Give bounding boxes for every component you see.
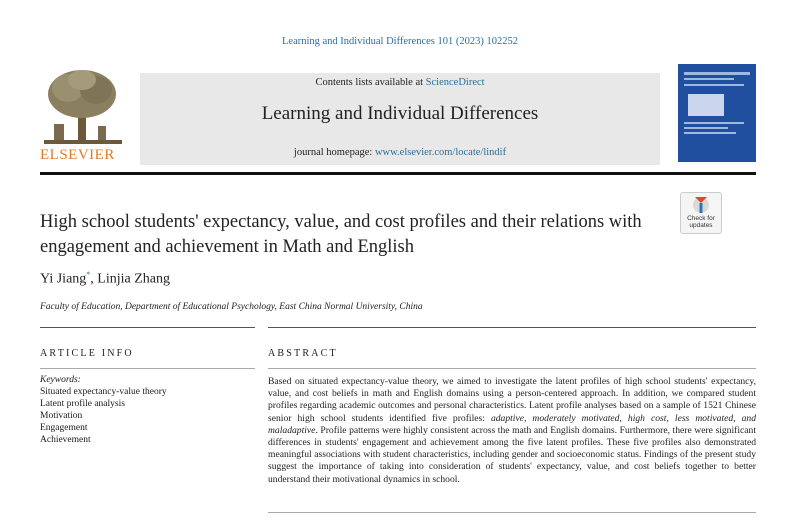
- keyword-item: Engagement: [40, 423, 88, 433]
- keywords-label: Keywords:: [40, 375, 81, 385]
- article-info-divider: [40, 368, 255, 369]
- author-affiliation: Faculty of Education, Department of Educational Psychology, East China Normal University, China: [40, 302, 423, 312]
- check-for-updates-badge[interactable]: [680, 192, 722, 234]
- author-linjia-zhang[interactable]: Linjia Zhang: [97, 271, 170, 287]
- keyword-item: Motivation: [40, 411, 83, 421]
- journal-homepage-link[interactable]: www.elsevier.com/locate/lindif: [374, 147, 507, 158]
- crossmark-label-line2: updates: [689, 222, 713, 229]
- keywords-block: [40, 374, 255, 446]
- crossmark-label-line1: Check for: [687, 215, 715, 222]
- author-separator: ,: [90, 271, 98, 287]
- publisher-name: ELSEVIER: [40, 147, 115, 163]
- keyword-item: Achievement: [40, 435, 91, 445]
- abstract-text: [268, 376, 756, 486]
- homepage-prefix: journal homepage:: [293, 147, 375, 158]
- corresponding-author-mark[interactable]: *: [86, 270, 91, 279]
- journal-cover-thumbnail[interactable]: [678, 64, 756, 162]
- elsevier-tree-logo: [40, 68, 126, 164]
- abstract-bottom-rule: [268, 512, 756, 513]
- contents-line: [140, 77, 660, 88]
- masthead-divider: [40, 172, 756, 175]
- author-yi-jiang[interactable]: Yi Jiang: [40, 271, 87, 287]
- author-list: [40, 270, 170, 288]
- abstract-profile-names: adaptive, moderately motivated, high cost, less motivated, and maladaptive: [268, 412, 756, 436]
- abstract-heading: ABSTRACT: [268, 348, 338, 359]
- tree-logo-icon: [40, 68, 126, 146]
- cover-image-icon: [678, 64, 756, 162]
- journal-masthead: [40, 68, 756, 164]
- sciencedirect-link[interactable]: ScienceDirect: [425, 77, 485, 88]
- journal-banner: [140, 73, 660, 165]
- article-title: High school students' expectancy, value, and cost profiles and their relations with engagement and achievement in Math and English: [40, 212, 642, 257]
- keyword-item: Latent profile analysis: [40, 399, 125, 409]
- abstract-part-1: Based on situated expectancy-value theory, we aimed to investigate the latent profiles of high school students' expectancy, value, and cost beliefs in math and English domains using a person-centered approach. In addition, we compared student profiles regarding academic outcomes and personal characteristics. Latent profile analyses based on a sample of 1521 Chinese senior high school students identified five profiles:: [268, 376, 756, 424]
- homepage-line: [140, 147, 660, 158]
- keyword-item: Situated expectancy-value theory: [40, 387, 167, 397]
- article-info-top-rule: [40, 327, 255, 328]
- article-info-heading: ARTICLE INFO: [40, 348, 134, 359]
- contents-prefix: Contents lists available at: [315, 77, 426, 88]
- abstract-part-2: . Profile patterns were highly consistent across the math and English domains. Furthermore, there were significant differences in students' engagement and achievement among the five latent profiles. These five profiles also demonstrated meaningful associations with student characteristics, including gender and socioeconomic status. Findings of the present study suggest the importance of taking into consideration of students' expectancy, value, and cost beliefs together to better understand their motivational dynamics in school.: [268, 424, 756, 485]
- abstract-divider: [268, 368, 756, 369]
- abstract-top-rule: [268, 327, 756, 328]
- journal-title: Learning and Individual Differences: [261, 103, 539, 124]
- crossmark-icon: [681, 193, 721, 215]
- journal-citation[interactable]: Learning and Individual Differences 101 (2023) 102252: [282, 36, 518, 47]
- crossmark-label: [681, 215, 721, 229]
